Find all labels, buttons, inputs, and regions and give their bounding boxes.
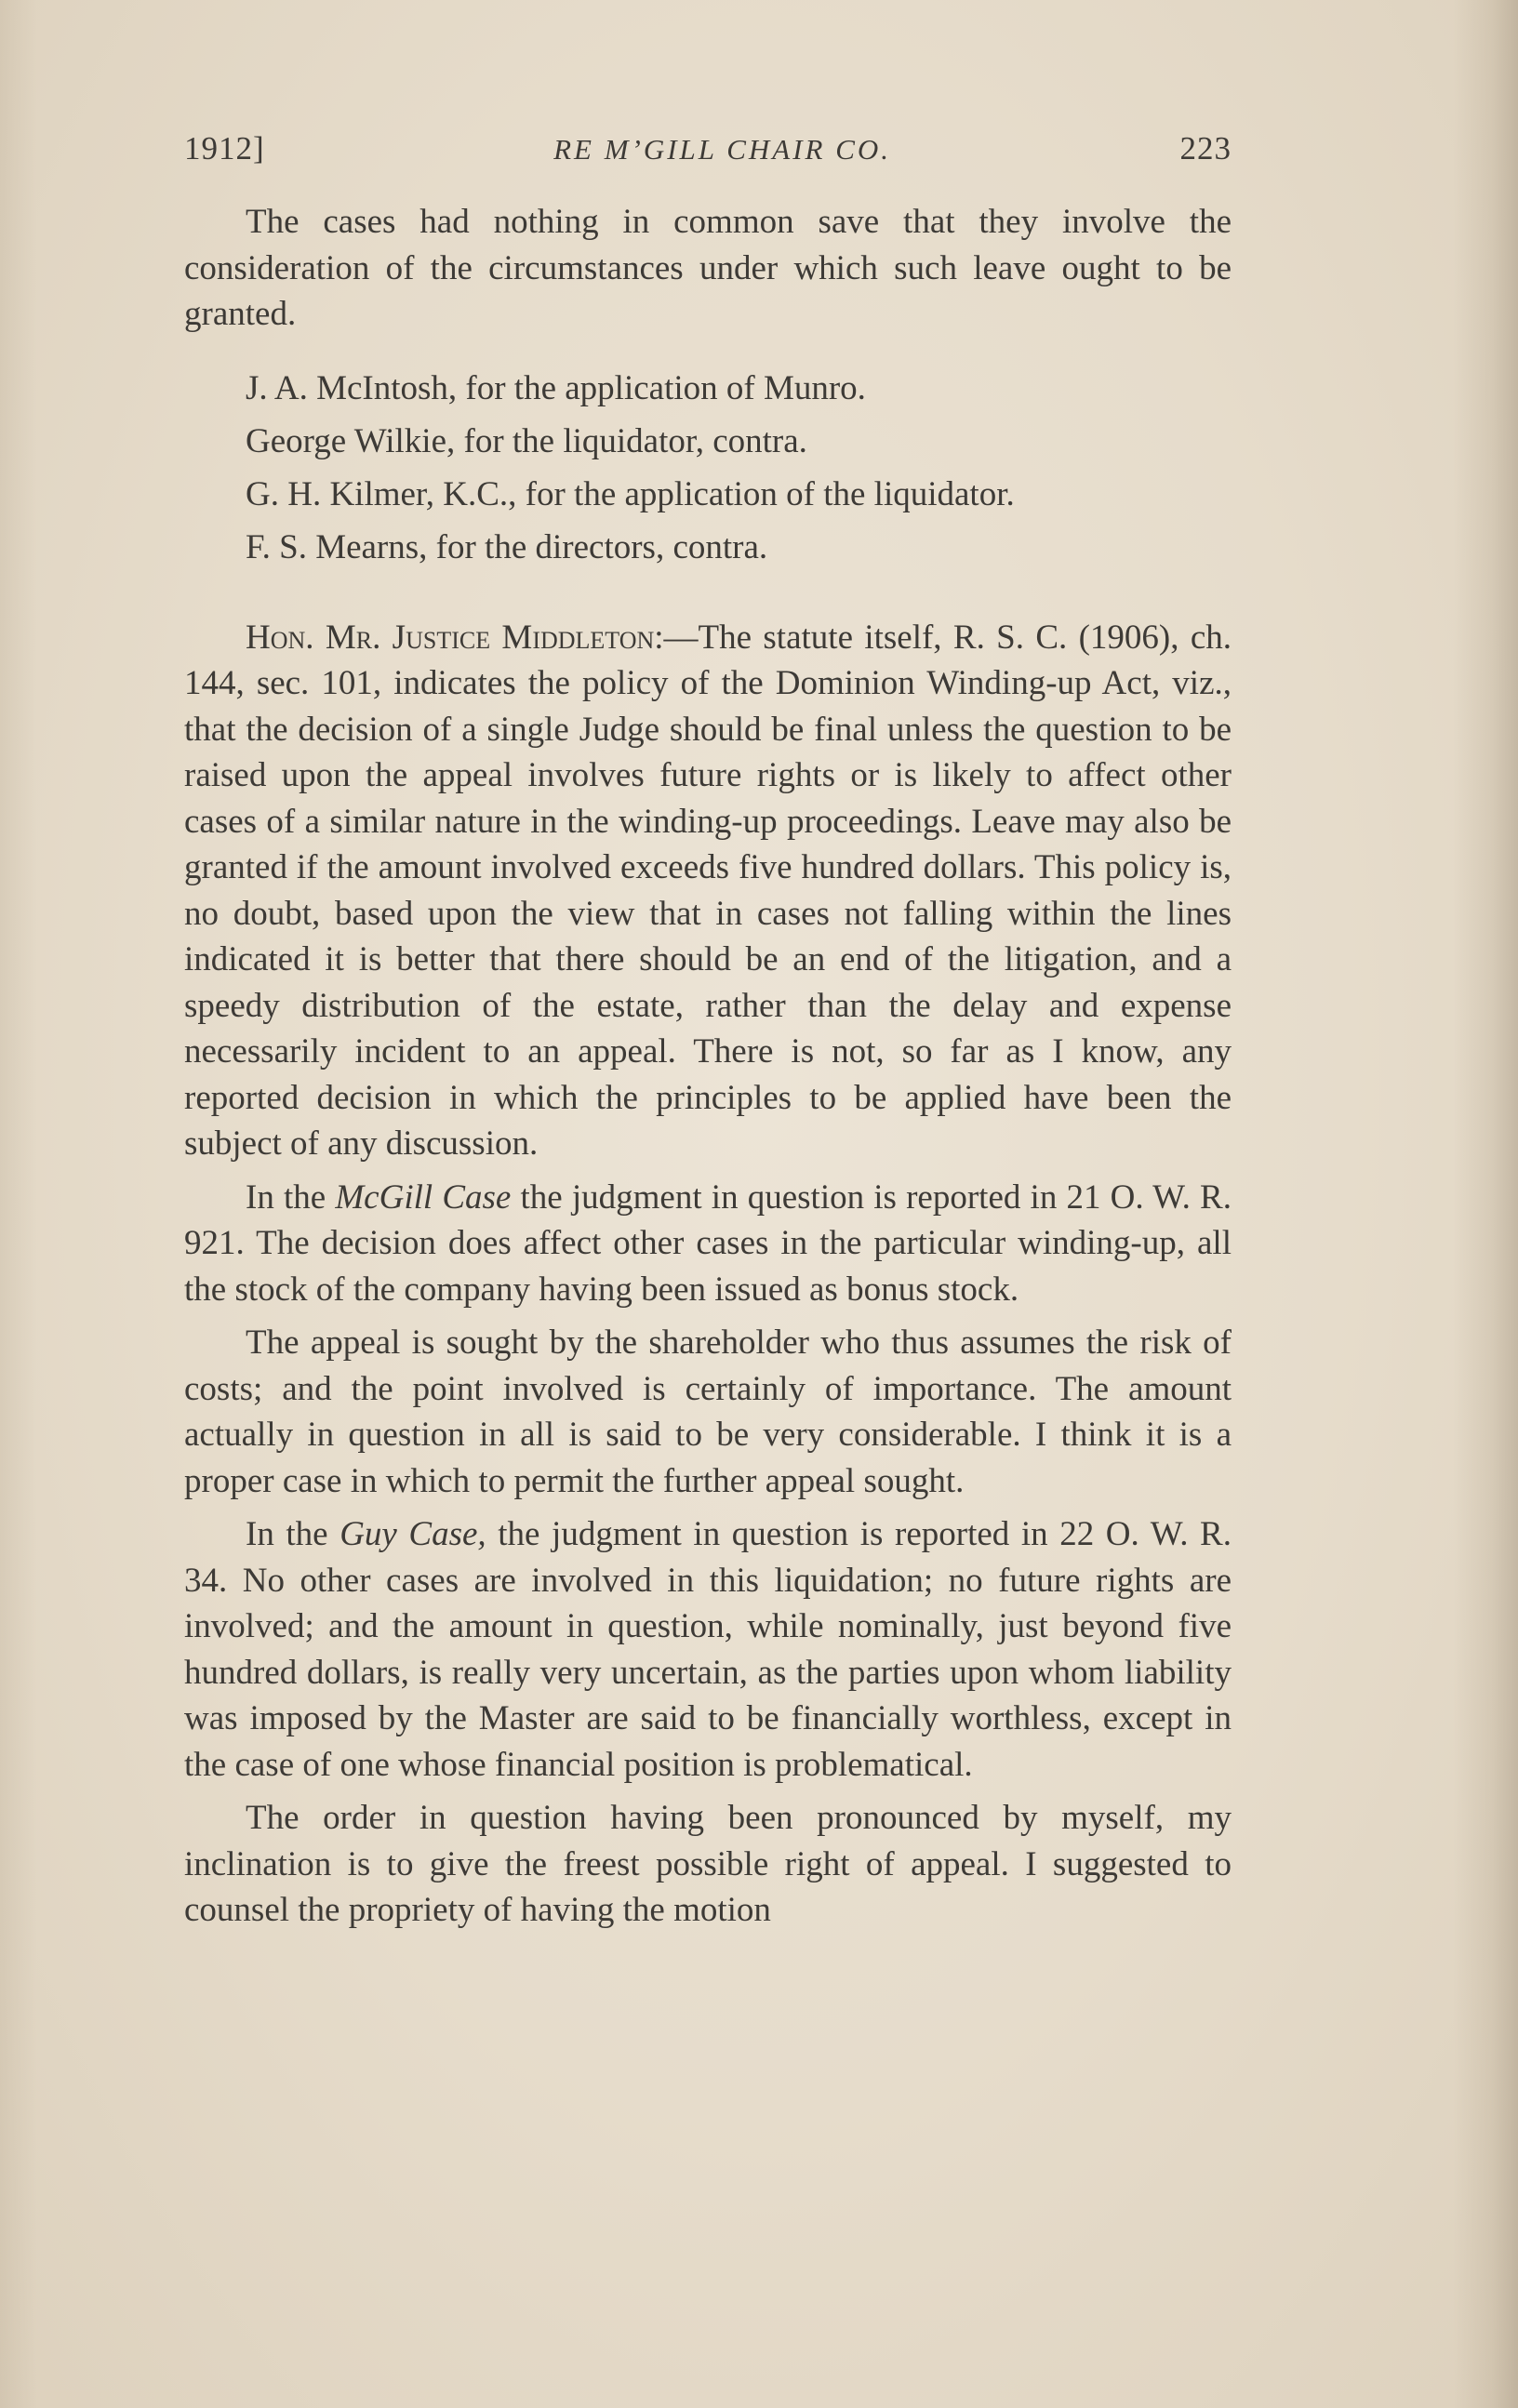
mcgill-case-name: McGill Case xyxy=(335,1177,512,1217)
header-year: 1912] xyxy=(184,130,265,166)
judgment-opening-paragraph xyxy=(184,615,1232,1167)
guy-case-name: Guy Case, xyxy=(340,1515,486,1553)
guy-paragraph xyxy=(184,1511,1232,1788)
counsel-line: J. A. McIntosh, for the application of Munro. xyxy=(246,368,866,407)
header-title: RE M’GILL CHAIR CO. xyxy=(553,133,892,166)
mcgill-text: the judgment in question is reported in 21 O. W. R. 921. The decision does affect other cases in the particular winding-up, all the stock of the company having been issued as bonus stock. xyxy=(184,1177,1232,1309)
counsel-list xyxy=(184,362,1232,574)
intro-paragraph: The cases had nothing in common save that they involve the consideration of the circumstances under which such leave ought to be granted. xyxy=(184,203,1232,333)
spine-shadow xyxy=(1453,0,1518,2408)
counsel-line: F. S. Mearns, for the directors, contra. xyxy=(246,527,768,566)
guy-text: the judgment in question is reported in 22 O. W. R. 34. No other cases are involved in this liquidation; no future rights are involved; and the amount in question, while nominally, just beyond five hundred dollars, is really very uncertain, as the parties upon whom liability was imposed by the Master are said to be financially worthless, except in the case of one whose financial position is problematical. xyxy=(184,1515,1232,1784)
judgment-opening-text: :—The statute itself, R. S. C. (1906), ch. 144, sec. 101, indicates the policy of the Dominion Winding-up Act, viz., that the decision of a single Judge should be final unless the question to be raised upon the appeal involves future rights or is likely to affect other cases of a similar nature in the winding-up proceedings. Leave may also be granted if the amount involved exceeds five hundred dollars. This policy is, no doubt, based upon the view that in cases not falling within the lines indicated it is better that there should be an end of the litigation, and a speedy distribution of the estate, rather than the delay and expense necessarily incident to an appeal. There is not, so far as I know, any reported decision in which the principles to be applied have been the subject of any discussion. xyxy=(184,618,1232,1163)
appeal-paragraph: The appeal is sought by the shareholder who thus assumes the risk of costs; and the point involved is certainly of importance. The amount actually in question in all is said to be very considerable. I think it is a proper case in which to permit the further appeal sought. xyxy=(184,1324,1232,1500)
running-head xyxy=(184,130,1232,167)
mcgill-prefix: In the xyxy=(246,1177,336,1217)
judge-name: Hon. Mr. Justice Middleton xyxy=(246,618,655,657)
guy-prefix: In the xyxy=(246,1515,340,1553)
page-number: 223 xyxy=(1179,130,1232,166)
counsel-line: G. H. Kilmer, K.C., for the application of the liquidator. xyxy=(246,474,1015,513)
mcgill-paragraph xyxy=(184,1175,1232,1313)
counsel-line: George Wilkie, for the liquidator, contra. xyxy=(246,421,807,460)
page-content xyxy=(184,130,1232,1934)
page-edge-shadow xyxy=(0,0,37,2408)
order-paragraph: The order in question having been pronounced by myself, my inclination is to give the freest possible right of appeal. I suggested to counsel the propriety of having the motion xyxy=(184,1799,1232,1929)
